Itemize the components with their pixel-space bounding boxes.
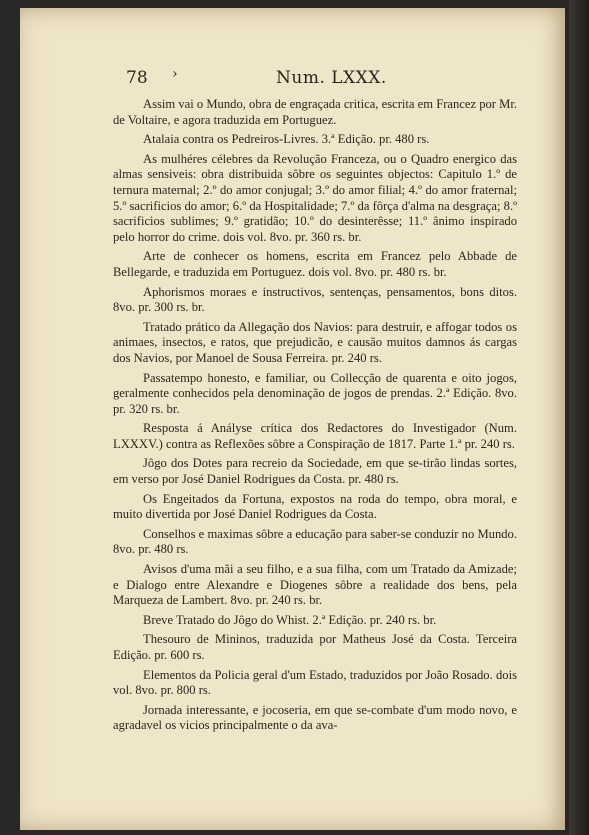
catalogue-entry: As mulhéres célebres da Revolução Franceza, ou o Quadro energico das almas sensiveis: obra distribuida sôbre os seguintes objectos: Capitulo 1.º de ternura maternal; 2.º do amor conjugal; 3.º do amor filial; 4.º do amor fraternal; 5.º sacrificios do amor; 6.º da Hospitalidade; 7.º da fôrça d'alma na desgraça; 8.º sacrificios sublimes; 9.º gratidão; 10.º do desinterêsse; 11.º ânimo inspirado pelo horror do crime. dois vol. 8vo. pr. 360 rs. br. — [113, 151, 517, 244]
catalogue-entry: Elementos da Policia geral d'um Estado, traduzidos por João Rosado. dois vol. 8vo. pr. 800 rs. — [113, 667, 517, 698]
catalogue-entry: Jôgo dos Dotes para recreio da Sociedade, em que se-tirão lindas sortes, em verso por José Daniel Rodrigues da Costa. pr. 480 rs. — [113, 456, 517, 487]
catalogue-entry: Avisos d'uma mãi a seu filho, e a sua filha, com um Tratado da Amizade; e Dialogo entre Alexandre e Diogenes sôbre a realidade dos bens, pela Marqueza de Lambert. 8vo. pr. 240 rs. br. — [113, 562, 517, 608]
catalogue-entry: Passatempo honesto, e familiar, ou Collecção de quarenta e oito jogos, geralmente conhecidos pela denominação de jogos de prendas. 2.ª Edição. 8vo. pr. 320 rs. br. — [113, 370, 517, 416]
catalogue-entry: Atalaia contra os Pedreiros-Livres. 3.ª Edição. pr. 480 rs. — [143, 132, 430, 147]
catalogue-text — [113, 97, 517, 738]
running-head: Num. LXXX. — [276, 68, 387, 88]
catalogue-entry: Arte de conhecer os homens, escrita em Francez pelo Abbade de Bellegarde, e traduzida em Portuguez. dois vol. 8vo. pr. 480 rs. br. — [113, 249, 517, 279]
catalogue-entry: Tratado prático da Allegação dos Navios: para destruir, e affogar todos os animaes, insectos, e ratos, que prejudicão, e causão muitos damnos ás cargas dos Navios, por Manoel de Sousa Ferreira. pr. 240 rs. — [113, 319, 517, 365]
printer-mark: › — [172, 66, 178, 82]
page-number: 78 — [126, 68, 148, 88]
catalogue-entry: Aphorismos moraes e instructivos, sentenças, pensamentos, bons ditos. 8vo. pr. 300 rs. br. — [113, 284, 517, 315]
catalogue-entry: Jornada interessante, e jocoseria, em que se-combate d'um modo novo, e agradavel os vicios principalmente o da ava- — [113, 702, 517, 733]
page-header — [126, 68, 516, 94]
catalogue-entry: Resposta á Anályse crítica dos Redactores do Investigador (Num. LXXXV.) contra as Reflexões sôbre a Conspiração de 1817. Parte 1.ª pr. 240 rs. — [113, 421, 517, 451]
catalogue-entry: Breve Tratado do Jôgo do Whist. 2.ª Edição. pr. 240 rs. br. — [143, 612, 437, 627]
catalogue-entry: Assim vai o Mundo, obra de engraçada critica, escrita em Francez por Mr. de Voltaire, e agora traduzida em Portuguez. — [113, 97, 517, 127]
book-edge — [569, 0, 589, 835]
catalogue-entry: Thesouro de Mininos, traduzida por Matheus José da Costa. Terceira Edição. pr. 600 rs. — [113, 632, 517, 662]
catalogue-entry: Conselhos e maximas sôbre a educação para saber-se conduzir no Mundo. 8vo. pr. 480 rs. — [113, 526, 517, 557]
catalogue-entry: Os Engeitados da Fortuna, expostos na roda do tempo, obra moral, e muito divertida por José Daniel Rodrigues da Costa. — [113, 491, 517, 522]
